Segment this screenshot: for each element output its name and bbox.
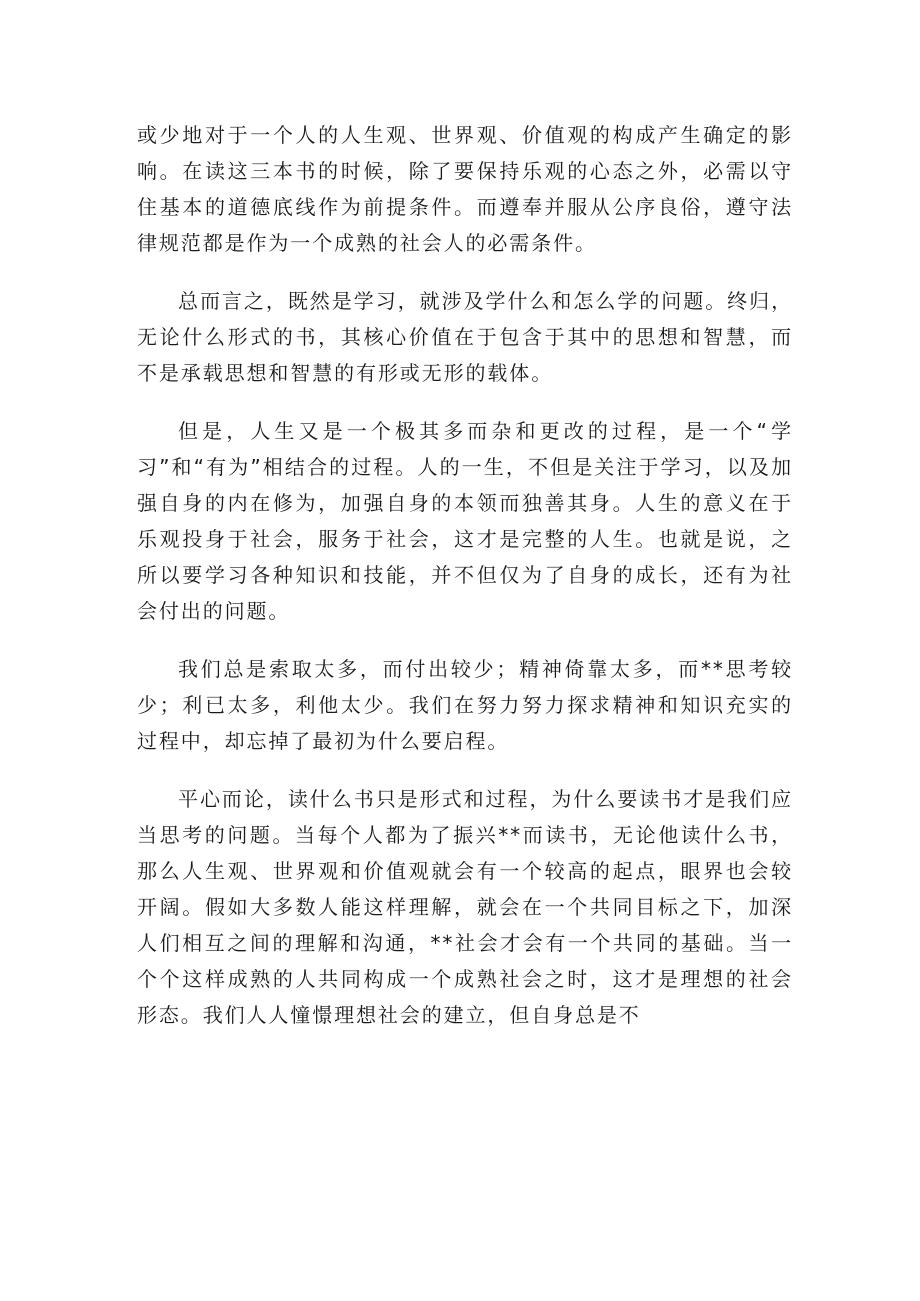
- paragraph-continuation: 或少地对于一个人的人生观、世界观、价值观的构成产生确定的影响。在读这三本书的时候，除了要保持乐观的心态之外，必需以守住基本的道德底线作为前提条件。而遵奉并服从公序良俗，遵守法律规范都是作为一个成熟的社会人的必需条件。: [137, 123, 793, 255]
- paragraph-life-meaning: 但是，人生又是一个极其多而杂和更改的过程，是一个“学习”和“有为”相结合的过程。人的一生，不但是关注于学习，以及加强自身的内在修为，加强自身的本领而独善其身。人生的意义在于乐观投身于社会，服务于社会，这才是完整的人生。也就是说，之所以要学习各种知识和技能，并不但仅为了自身的成长，还有为社会付出的问题。: [137, 419, 793, 623]
- paragraph-conclusion: 平心而论，读什么书只是形式和过程，为什么要读书才是我们应当思考的问题。当每个人都为了振兴**而读书，无论他读什么书，那么人生观、世界观和价值观就会有一个较高的起点，眼界也会较开阔。假如大多数人能这样理解，就会在一个共同目标之下，加深人们相互之间的理解和沟通，**社会才会有一个共同的基础。当一个个这样成熟的人共同构成一个成熟社会之时，这才是理想的社会形态。我们人人憧憬理想社会的建立，但自身总是不: [137, 787, 793, 1027]
- paragraph-reflection: 我们总是索取太多，而付出较少；精神倚靠太多，而**思考较少；利已太多，利他太少。我们在努力努力探求精神和知识充实的过程中，却忘掉了最初为什么要启程。: [137, 657, 793, 753]
- paragraph-summary: 总而言之，既然是学习，就涉及学什么和怎么学的问题。终归，无论什么形式的书，其核心价值在于包含于其中的思想和智慧，而不是承载思想和智慧的有形或无形的载体。: [137, 289, 793, 385]
- document-body: [137, 117, 793, 1055]
